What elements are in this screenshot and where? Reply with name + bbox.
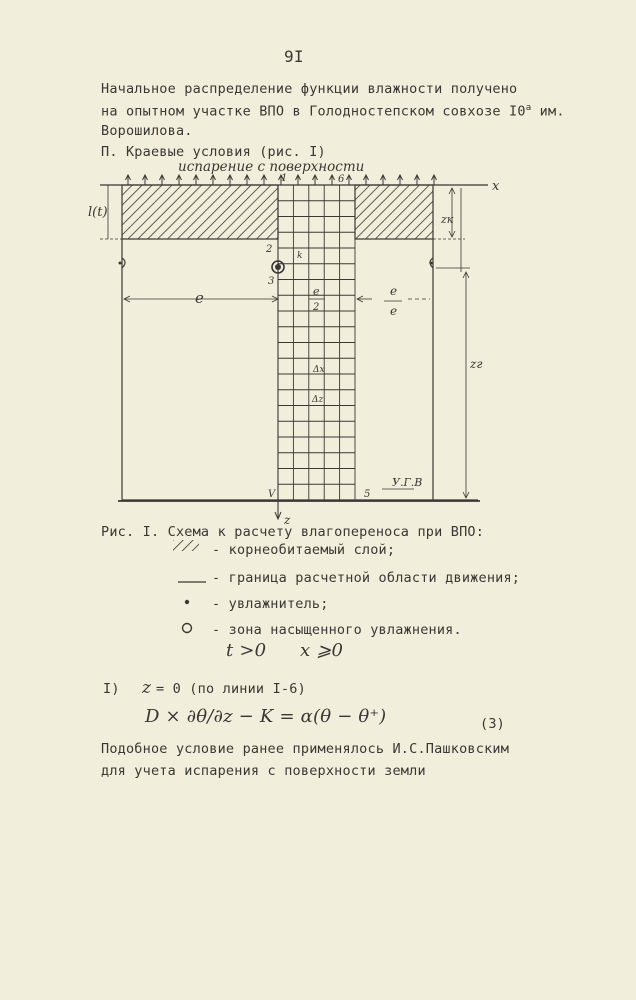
- dx-label: Δx: [313, 365, 325, 375]
- legend-hatch-symbol: [173, 540, 199, 551]
- evaporation-arrow: [245, 175, 250, 185]
- page-number: 9I: [284, 47, 304, 66]
- legend-dot-symbol: [185, 600, 189, 604]
- node-6: 6: [338, 174, 345, 185]
- evaporation-arrow: [262, 175, 267, 185]
- evaporation-arrow: [381, 175, 386, 185]
- legend-circle-symbol: [183, 624, 192, 633]
- legend-text-3: - увлажнитель;: [212, 596, 329, 612]
- dim-half-num: e: [313, 285, 320, 298]
- legend-text-1: - корнеобитаемый слой;: [212, 542, 396, 558]
- equation-number: (3): [480, 716, 505, 732]
- evaporation-arrow: [296, 175, 301, 185]
- domain-boundary: [122, 239, 478, 500]
- intro-line-2-text: на опытном участке ВПО в Голодностепском совхозе I0: [101, 103, 526, 120]
- section-heading: П. Краевые условия (рис. I): [101, 144, 326, 160]
- node-5: 5: [364, 489, 371, 500]
- layer-depth-label: l(t): [88, 205, 108, 220]
- figure-caption: Рис. I. Схема к расчету влагопереноса при ВПО:: [101, 524, 485, 540]
- axis-z-label: z: [284, 513, 291, 527]
- dim-right-den: e: [390, 304, 398, 318]
- evaporation-arrow: [228, 175, 233, 185]
- evaporation-arrow: [415, 175, 420, 185]
- condition-1-number: I): [103, 681, 120, 697]
- evaporation-arrow: [194, 175, 199, 185]
- intro-line-1: Начальное распределение функции влажности получено: [101, 81, 518, 97]
- condition-x: x ⩾0: [300, 640, 344, 661]
- dim-right-num: e: [390, 284, 398, 298]
- intro-line-2-end: им.: [531, 103, 565, 120]
- legend-text-2: - граница расчетной области движения;: [212, 570, 521, 586]
- node-k: k: [297, 251, 303, 261]
- evaporation-arrow: [143, 175, 148, 185]
- node-3: 3: [268, 276, 275, 287]
- axis-x-label: x: [492, 179, 500, 194]
- closing-line-2: для учета испарения с поверхности земли: [101, 763, 426, 779]
- node-1: 1: [281, 173, 288, 184]
- evaporation-arrow: [398, 175, 403, 185]
- v-label: V: [268, 489, 276, 500]
- evaporation-arrow: [330, 175, 335, 185]
- evaporation-arrow: [313, 175, 318, 185]
- root-layer-right: [355, 185, 433, 239]
- closing-line-1: Подобное условие ранее применялось И.С.Пашковским: [101, 741, 510, 757]
- evaporation-arrow: [347, 175, 352, 185]
- evaporation-label: испарение с поверхности: [178, 159, 365, 175]
- condition-t: t >0: [226, 640, 267, 661]
- evaporation-arrow: [160, 175, 165, 185]
- legend-text-4: - зона насыщенного увлажнения.: [212, 622, 462, 638]
- condition-1-var: z: [142, 678, 152, 698]
- zk-label: zк: [441, 213, 454, 226]
- root-layer-left: [122, 185, 278, 239]
- dim-label-left: e: [195, 289, 204, 307]
- dz-label: Δz: [312, 395, 324, 405]
- intro-line-3: Ворошилова.: [101, 123, 193, 139]
- evaporation-arrow: [432, 175, 437, 185]
- condition-1-text: = 0 (по линии I-6): [156, 681, 306, 697]
- zr-label: zг: [470, 357, 483, 371]
- dim-half-den: 2: [313, 302, 320, 313]
- evaporation-arrow: [364, 175, 369, 185]
- evaporation-arrow: [211, 175, 216, 185]
- computation-grid: [278, 185, 355, 500]
- node-2: 2: [266, 244, 273, 255]
- evaporation-arrow: [177, 175, 182, 185]
- formula-3: D × ∂θ/∂z − K = α(θ − θ⁺): [145, 706, 387, 727]
- evaporation-arrow: [126, 175, 131, 185]
- intro-superscript: а: [525, 103, 532, 113]
- ugv-label: У.Г.В: [392, 476, 423, 489]
